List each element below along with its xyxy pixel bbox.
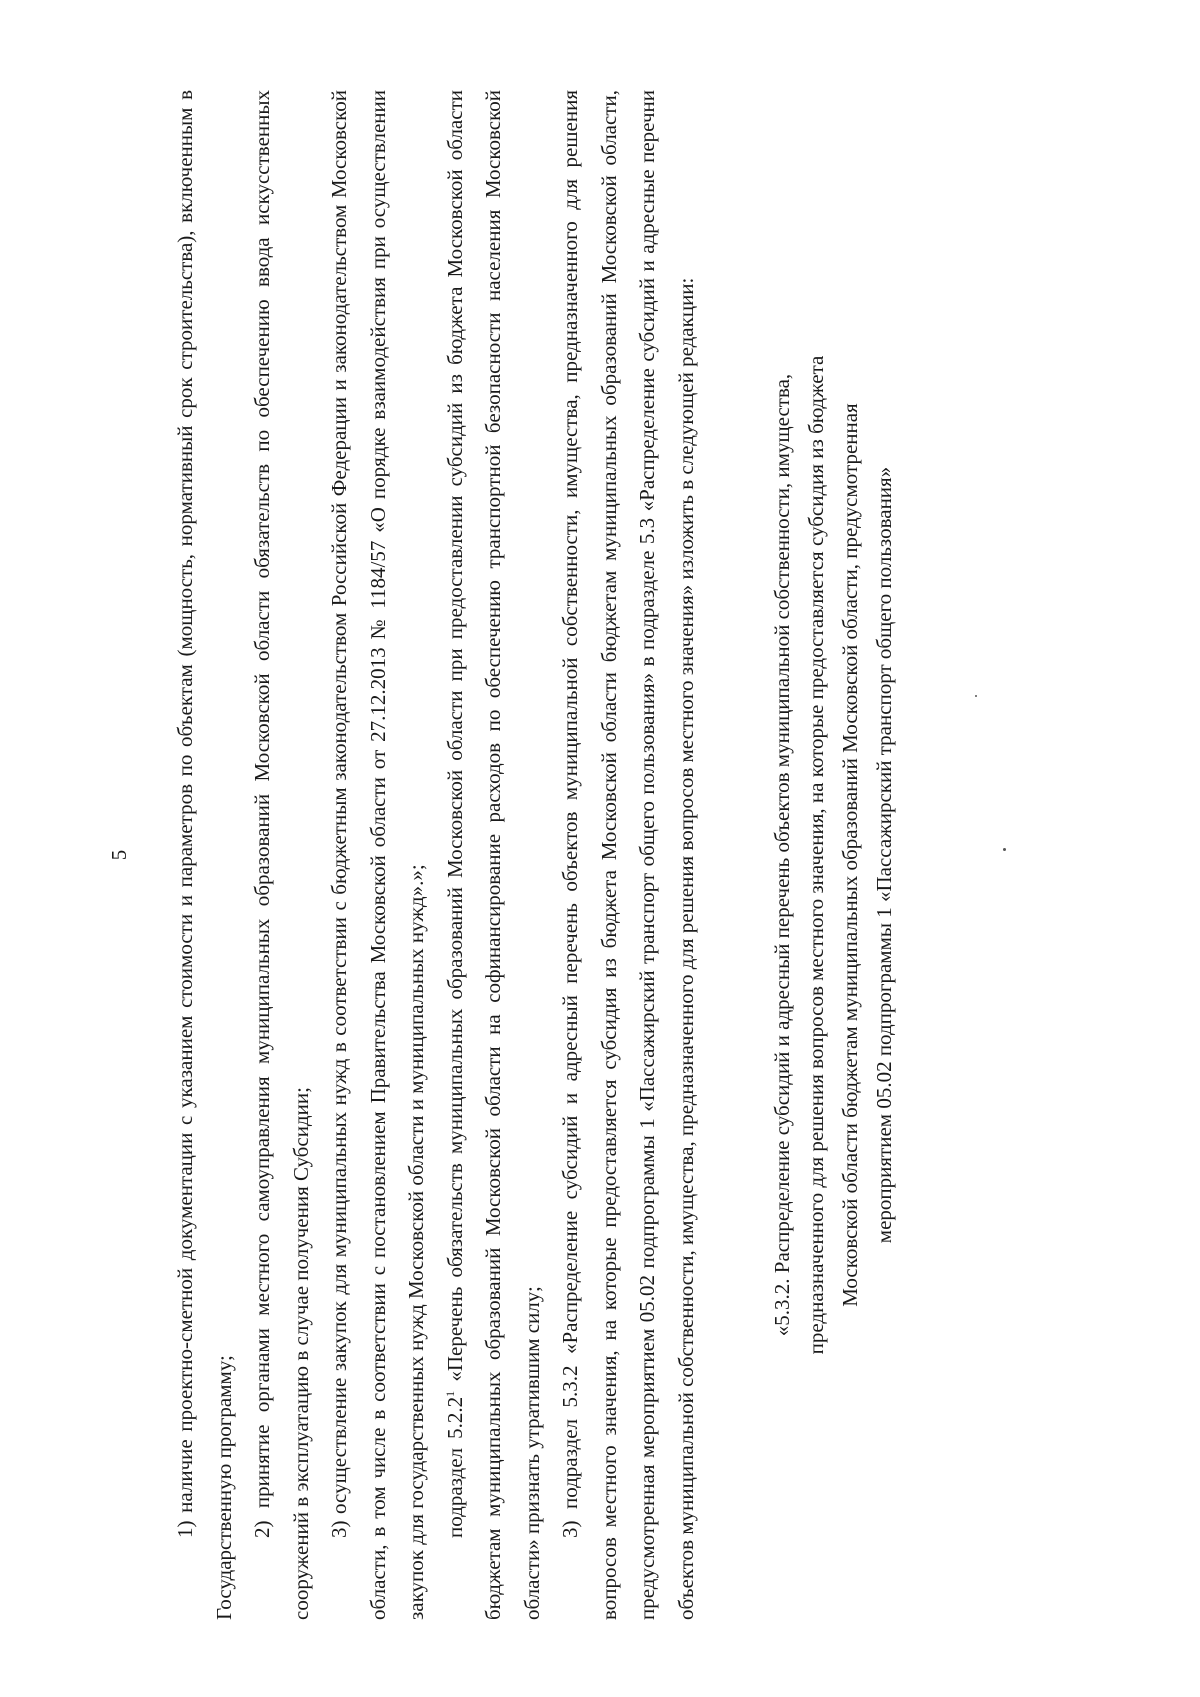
subsection-prefix: подраздел 5.2.2: [442, 1396, 467, 1538]
paragraph-item-3: 3) осуществление закупок для муниципальных нужд в соответствии с бюджетным законодательством Российской Федерации и законодательством Московской области, в том числе в соответствии с постановлением Правительства Московской области от 27.12.2013 № 1184/57 «О порядке взаимодействия при осуществлении закупок для государственных нужд Московской области и муниципальных нужд».»;: [327, 90, 428, 1620]
heading-line: предназначенного для решения вопросов местного значения, на которые предоставляется субсидия из бюджета: [804, 355, 828, 1355]
paragraph-subsection-5221: [436, 90, 552, 1620]
section-heading: [765, 90, 901, 1620]
page-number: 5: [107, 849, 131, 861]
subsection-superscript: 1: [442, 1390, 457, 1397]
heading-line: «5.3.2. Распределение субсидий и адресный перечень объектов муниципальной собственности, имущества,: [770, 373, 794, 1337]
heading-line: мероприятием 05.02 подпрограммы 1 «Пассажирский транспорт общего пользования»: [872, 466, 896, 1244]
paragraph-item-1: 1) наличие проектно-сметной документации с указанием стоимости и параметров по объектам (мощность, нормативный срок строительства), включенным в Государственную программу;: [173, 90, 236, 1620]
rotated-content: [100, 90, 1100, 1620]
subsection-text: «Перечень обязательств муниципальных образований Московской области при предоставлении субсидий из бюджета Московской области бюджетам муниципальных образований Московской области на софинансирование расходов по обеспечению транспортной безопасности населения Московской области» признать утратившим силу;: [442, 90, 544, 1620]
document-body: [166, 90, 705, 1620]
heading-line: Московской области бюджетам муниципальных образований Московской области, предусмотренная: [838, 403, 862, 1307]
paragraph-point-3: 3) подраздел 5.3.2 «Распределение субсидий и адресный перечень объектов муниципальной собственности, имущества, предназначенного для решения вопросов местного значения, на которые предоставляется субсидия из бюджета Московской области бюджетам муниципальных образований Московской области, предусмотренная мероприятием 05.02 подпрограммы 1 «Пассажирский транспорт общего пользования» в подразделе 5.3 «Распределение субсидий и адресные перечни объектов муниципальной собственности, имущества, предназначенного для решения вопросов местного значения» изложить в следующей редакции:: [558, 90, 698, 1620]
paragraph-item-2: 2) принятие органами местного самоуправления муниципальных образований Московской области обязательств по обеспечению ввода искусственных сооружений в эксплуатацию в случае получения Субсидии;: [250, 90, 313, 1620]
